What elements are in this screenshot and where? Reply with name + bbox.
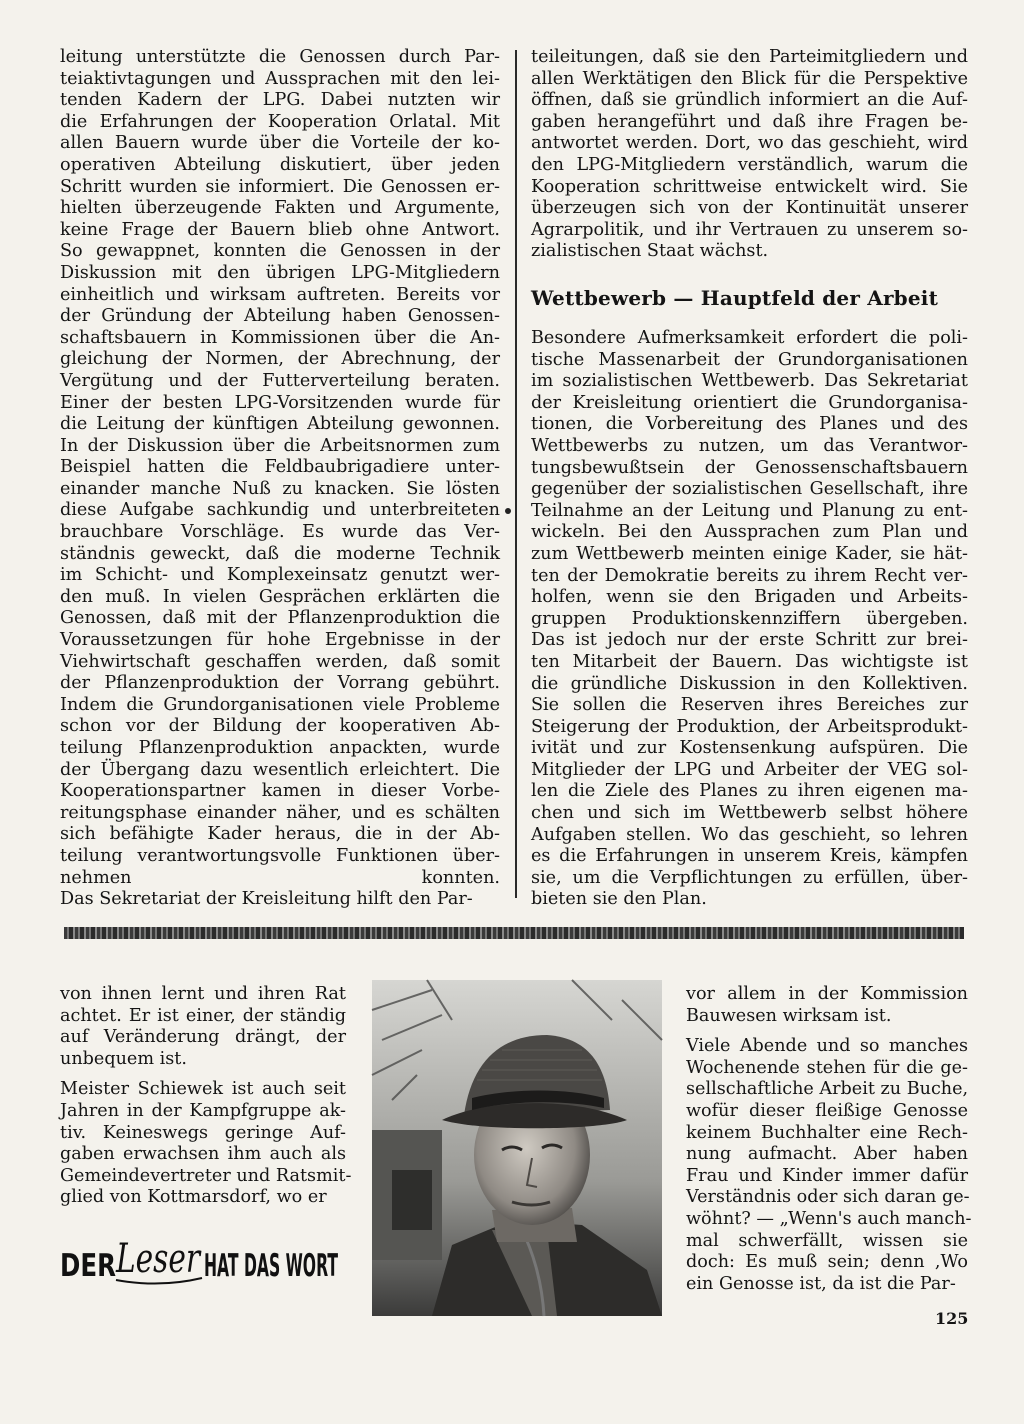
text-line: chen und sich im Wettbewerb selbst höhere — [531, 803, 968, 824]
text-line: Einer der besten LPG-Vorsitzenden wurde für — [60, 392, 500, 413]
text-line: zialistischen Staat wächst. — [531, 241, 769, 262]
text-line: achtet. Er ist einer, der ständig — [60, 1005, 346, 1026]
text-line: der Übergang dazu wesentlich erleichtert. Die — [60, 759, 500, 780]
masthead-part-der: DER — [60, 1248, 117, 1284]
text-line: gegenüber der sozialistischen Gesellschaft, ihre — [531, 479, 968, 500]
text-line: bieten sie den Plan. — [531, 889, 707, 910]
text-line: operativen Abteilung diskutiert, über jeden — [60, 154, 500, 175]
text-line: überzeugen sich von der Kontinuität unserer — [531, 198, 968, 219]
text-line: ständnis geweckt, daß die moderne Technik — [60, 543, 500, 564]
column-divider — [515, 50, 517, 898]
text-line: einheitlich und wirksam auftreten. Bereits vor — [60, 284, 500, 305]
text-line: gruppen Produktionskennziffern übergeben. — [531, 608, 968, 629]
text-line: Viehwirtschaft geschaffen werden, daß somit — [60, 651, 500, 672]
text-line: allen Werktätigen den Blick für die Perspektive — [531, 68, 968, 89]
reader-column-right — [686, 984, 972, 1295]
text-line: im Schicht- und Komplexeinsatz genutzt wer- — [60, 565, 500, 586]
text-line: sie, um die Verpflichtungen zu erfüllen, über- — [531, 867, 968, 888]
text-line: der Pflanzenproduktion der Vorrang gebührt. — [60, 673, 500, 694]
article-column-right-bottom — [531, 328, 968, 911]
text-line: allen Bauern wurde über die Vorteile der ko- — [60, 133, 500, 154]
text-line: Voraussetzungen für hohe Ergebnisse in der — [60, 630, 500, 651]
text-line: So gewappnet, konnten die Genossen in der — [60, 241, 500, 262]
text-line: sellschaftliche Arbeit zu Buche, — [686, 1079, 969, 1100]
masthead-part-leser: Leser — [115, 1236, 203, 1282]
portrait-man-in-hat-icon — [372, 980, 662, 1316]
text-line: Meister Schiewek ist auch seit — [60, 1079, 346, 1100]
text-line: Vergütung und der Futterverteilung beraten. — [60, 370, 500, 391]
text-line: den LPG-Mitgliedern verständlich, warum die — [531, 154, 968, 175]
text-line: doch: Es muß sein; denn ,Wo — [686, 1252, 968, 1273]
article-column-right-top — [531, 47, 968, 263]
text-line: ein Genosse ist, da ist die Par- — [686, 1273, 956, 1294]
text-line: holfen, wenn sie den Brigaden und Arbeits- — [531, 587, 968, 608]
text-line: die Erfahrungen der Kooperation Orlatal. Mit — [60, 111, 500, 132]
print-mark — [505, 508, 511, 514]
text-line: im sozialistischen Wettbewerb. Das Sekretariat — [531, 371, 968, 392]
text-line: vor allem in der Kommission — [686, 984, 968, 1004]
reader-paragraph-4 — [686, 1036, 972, 1295]
text-line: einander manche Nuß zu knacken. Sie lösten — [60, 478, 500, 499]
text-line: teilung Pflanzenproduktion anpackten, wurde — [60, 738, 500, 758]
text-line: Viele Abende und so manches — [686, 1036, 968, 1057]
text-line: ten Mitarbeit der Bauern. Das wichtigste ist — [531, 651, 968, 672]
text-line: Besondere Aufmerksamkeit erfordert die poli- — [531, 328, 968, 348]
text-line: die Leitung der künftigen Abteilung gewonnen. — [60, 414, 500, 435]
text-line: Schritt wurden sie informiert. Die Genossen er- — [60, 176, 500, 197]
text-line: Jahren in der Kampfgruppe ak- — [60, 1100, 346, 1121]
text-line: hielten überzeugende Fakten und Argumente, — [60, 198, 500, 219]
text-line: Wettbewerbs zu nutzen, um das Verantwor- — [531, 435, 968, 456]
text-line: Genossen, daß mit der Pflanzenproduktion die — [60, 608, 500, 629]
text-line: tische Massenarbeit der Grundorganisationen — [531, 349, 968, 370]
text-line: wöhnt? — „Wenn's auch manch- — [686, 1208, 972, 1229]
text-line: teiaktivtagungen und Aussprachen mit den lei- — [60, 68, 500, 89]
text-line: zum Wettbewerb meinten einige Kader, sie hät- — [531, 543, 968, 564]
text-line: Beispiel hatten die Feldbaubrigadiere unter- — [60, 457, 500, 478]
text-line: nehmen konnten. — [60, 867, 500, 888]
text-line: schaftsbauern in Kommissionen über die An- — [60, 327, 500, 348]
text-line: teileitungen, daß sie den Parteimitgliedern und — [531, 47, 968, 67]
text-line: ten der Demokratie bereits zu ihrem Recht ver- — [531, 565, 968, 586]
text-line: Kooperation schrittweise entwickelt wird. Sie — [531, 176, 968, 197]
text-line: den muß. In vielen Gesprächen erklärten die — [60, 586, 500, 607]
text-line: Sie sollen die Reserven ihres Bereiches zur — [531, 695, 968, 716]
text-line: Das ist jedoch nur der erste Schritt zur brei- — [531, 630, 968, 651]
page-number: 125 — [935, 1309, 969, 1328]
article-column-left — [60, 47, 500, 911]
text-line: auf Veränderung drängt, der — [60, 1027, 346, 1048]
text-line: wofür dieser fleißige Genosse — [686, 1100, 968, 1121]
text-line: Aufgaben stellen. Wo das geschieht, so lehren — [531, 824, 968, 845]
text-line: Diskussion mit den übrigen LPG-Mitgliedern — [60, 262, 500, 283]
text-line: diese Aufgabe sachkundig und unterbreiteten — [60, 500, 500, 521]
text-line: teilung verantwortungsvolle Funktionen über- — [60, 845, 500, 866]
text-line: Teilnahme an der Leitung und Planung zu ent- — [531, 500, 968, 521]
portrait-photo — [372, 980, 662, 1316]
text-line: es die Erfahrungen in unserem Kreis, kämpfen — [531, 846, 968, 867]
text-line: len die Ziele des Planes zu ihren eigenen ma- — [531, 781, 968, 802]
text-line: Mitglieder der LPG und Arbeiter der VEG sol- — [531, 759, 968, 780]
text-line: wickeln. Bei den Aussprachen zum Plan und — [531, 522, 968, 543]
text-line: tiv. Keineswegs geringe Auf- — [60, 1122, 346, 1143]
text-line: gaben erwachsen ihm auch als — [60, 1144, 346, 1165]
masthead-der-leser-hat-das-wort — [60, 1230, 340, 1290]
reader-paragraph-3 — [686, 984, 968, 1027]
masthead-logo — [60, 1230, 340, 1290]
text-line: Indem die Grundorganisationen viele Probleme — [60, 694, 500, 715]
reader-column-left — [60, 984, 352, 1209]
text-line: gleichung der Normen, der Abrechnung, der — [60, 349, 500, 370]
text-line: tungsbewußtsein der Genossenschaftsbauern — [531, 457, 968, 478]
reader-paragraph-1 — [60, 984, 346, 1070]
text-line: brauchbare Vorschläge. Es wurde das Ver- — [60, 522, 500, 543]
text-line: tionen, die Vorbereitung des Planes und des — [531, 414, 968, 435]
text-line: Frau und Kinder immer dafür — [686, 1165, 968, 1186]
text-line: Das Sekretariat der Kreisleitung hilft den Par- — [60, 889, 473, 910]
text-line: In der Diskussion über die Arbeitsnormen zum — [60, 435, 500, 456]
text-line: Kooperationspartner kamen in dieser Vorbe- — [60, 781, 500, 802]
text-line: öffnen, daß sie gründlich informiert an die Auf- — [531, 90, 968, 111]
text-line: schon vor der Bildung der kooperativen Ab- — [60, 716, 500, 737]
text-line: Gemeindevertreter und Ratsmit- — [60, 1165, 352, 1186]
text-line: ivität und zur Kostensenkung aufspüren. Die — [531, 738, 968, 759]
text-line: sich befähigte Kader heraus, die in der Ab- — [60, 824, 500, 845]
text-line: Agrarpolitik, und ihr Vertrauen zu unserem so- — [531, 219, 968, 240]
text-line: reitungsphase einander näher, und es schälten — [60, 802, 500, 823]
section-heading: Wettbewerb — Hauptfeld der Arbeit — [531, 286, 939, 310]
text-line: glied von Kottmarsdorf, wo er — [60, 1187, 327, 1208]
text-line: leitung unterstützte die Genossen durch Par- — [60, 47, 500, 67]
text-line: mal schwerfällt, wissen sie — [686, 1230, 968, 1251]
text-line: nung aufmacht. Aber haben — [686, 1144, 968, 1165]
text-line: Bauwesen wirksam ist. — [686, 1005, 892, 1026]
text-line: tenden Kadern der LPG. Dabei nutzten wir — [60, 90, 500, 111]
text-line: keine Frage der Bauern blieb ohne Antwort. — [60, 219, 500, 240]
text-line: Steigerung der Produktion, der Arbeitsprodukt- — [531, 716, 968, 737]
text-line: unbequem ist. — [60, 1048, 187, 1069]
text-line: von ihnen lernt und ihren Rat — [60, 984, 346, 1004]
section-separator — [64, 927, 964, 939]
masthead-part-hat-das-wort: HAT DAS WORT — [204, 1248, 338, 1284]
text-line: der Gründung der Abteilung haben Genossen- — [60, 306, 500, 327]
text-line: Wochenende stehen für die ge- — [686, 1057, 968, 1078]
text-line: antwortet werden. Dort, wo das geschieht, wird — [531, 133, 968, 154]
text-line: Verständnis oder sich daran ge- — [686, 1187, 970, 1208]
reader-paragraph-2 — [60, 1079, 352, 1209]
text-line: der Kreisleitung orientiert die Grundorganisa- — [531, 392, 968, 413]
text-line: gaben herangeführt und daß ihre Fragen be- — [531, 111, 968, 132]
text-line: keinem Buchhalter eine Rech- — [686, 1122, 968, 1143]
text-line: die gründliche Diskussion in den Kollektiven. — [531, 673, 968, 694]
